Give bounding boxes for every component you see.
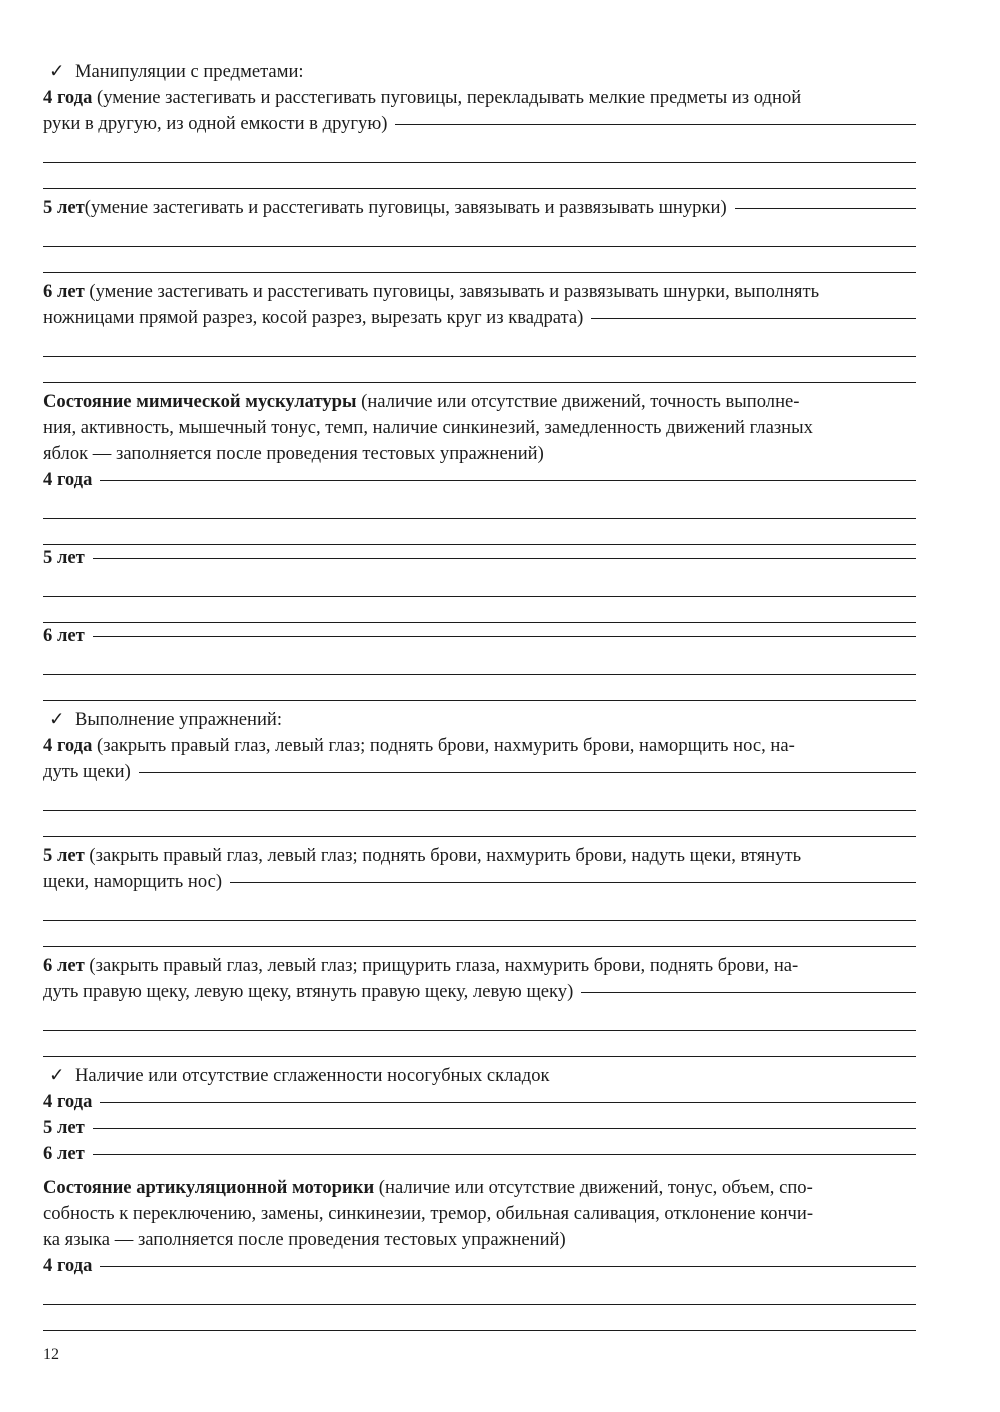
- worksheet-page: [43, 59, 916, 1331]
- answer-line[interactable]: [43, 1305, 916, 1331]
- answer-line[interactable]: [43, 1279, 916, 1305]
- answer-line[interactable]: [100, 480, 916, 481]
- answer-line[interactable]: [43, 221, 916, 247]
- answer-line[interactable]: [735, 208, 916, 209]
- page-number: 12: [43, 1346, 59, 1363]
- checkmark-icon: ✓: [49, 61, 65, 82]
- nasolabial-age6: 6 лет: [43, 1141, 916, 1167]
- manipulations-age5: 5 лет (умение застегивать и расстегивать пуговицы, завязывать и развязывать шнурки): [43, 195, 916, 221]
- answer-line[interactable]: [43, 921, 916, 947]
- exercises-age6-line1: 6 лет (закрыть правый глаз, левый глаз; прищурить глаза, нахмурить брови, поднять брови, на-: [43, 955, 799, 976]
- mimic-age6: 6 лет: [43, 623, 916, 649]
- articulation-age4: 4 года: [43, 1253, 916, 1279]
- answer-line[interactable]: [93, 1128, 916, 1129]
- nasolabial-heading: ✓ Наличие или отсутствие сглаженности носогубных складок: [43, 1063, 916, 1089]
- mimic-paragraph-line3: яблок — заполняется после проведения тестовых упражнений): [43, 443, 544, 464]
- articulation-paragraph-line1: Состояние артикуляционной моторики (наличие или отсутствие движений, тонус, объем, спо-: [43, 1177, 813, 1198]
- exercises-age5-line2: щеки, наморщить нос): [43, 869, 916, 895]
- answer-line[interactable]: [395, 124, 916, 125]
- answer-line[interactable]: [43, 785, 916, 811]
- answer-line[interactable]: [93, 1154, 916, 1155]
- answer-line[interactable]: [100, 1102, 916, 1103]
- exercises-age4-line2: дуть щеки): [43, 759, 916, 785]
- exercises-heading: ✓ Выполнение упражнений:: [43, 707, 916, 733]
- answer-line[interactable]: [230, 882, 916, 883]
- articulation-paragraph-line2: собность к переключению, замены, синкинезии, тремор, обильная саливация, отклонение кончи-: [43, 1203, 814, 1224]
- manipulations-age4-line2: руки в другую, из одной емкости в другую): [43, 111, 916, 137]
- answer-line[interactable]: [43, 357, 916, 383]
- answer-line[interactable]: [43, 1031, 916, 1057]
- articulation-paragraph-line3: ка языка — заполняется после проведения тестовых упражнений): [43, 1229, 566, 1250]
- mimic-paragraph-line2: ния, активность, мышечный тонус, темп, наличие синкинезий, замедленность движений глазных: [43, 417, 813, 438]
- manipulations-age6-line2: ножницами прямой разрез, косой разрез, вырезать круг из квадрата): [43, 305, 916, 331]
- answer-line[interactable]: [43, 597, 916, 623]
- exercises-age6-line2: дуть правую щеку, левую щеку, втянуть правую щеку, левую щеку): [43, 979, 916, 1005]
- mimic-age4: 4 года: [43, 467, 916, 493]
- answer-line[interactable]: [43, 1005, 916, 1031]
- exercises-age4-line1: 4 года (закрыть правый глаз, левый глаз; поднять брови, нахмурить брови, наморщить нос, на-: [43, 735, 795, 756]
- exercises-age5-line1: 5 лет (закрыть правый глаз, левый глаз; поднять брови, нахмурить брови, надуть щеки, втянуть: [43, 845, 802, 866]
- answer-line[interactable]: [139, 772, 916, 773]
- mimic-paragraph-line1: Состояние мимической мускулатуры (наличие или отсутствие движений, точность выполне-: [43, 391, 800, 412]
- checkmark-icon: ✓: [49, 1065, 65, 1086]
- answer-line[interactable]: [43, 331, 916, 357]
- answer-line[interactable]: [43, 137, 916, 163]
- answer-line[interactable]: [43, 811, 916, 837]
- answer-line[interactable]: [43, 675, 916, 701]
- answer-line[interactable]: [100, 1266, 916, 1267]
- answer-line[interactable]: [43, 163, 916, 189]
- answer-line[interactable]: [43, 571, 916, 597]
- mimic-age5: 5 лет: [43, 545, 916, 571]
- manipulations-age4-line1: 4 года (умение застегивать и расстегивать пуговицы, перекладывать мелкие предметы из одной: [43, 87, 802, 108]
- nasolabial-age4: 4 года: [43, 1089, 916, 1115]
- checkmark-icon: ✓: [49, 709, 65, 730]
- answer-line[interactable]: [93, 558, 916, 559]
- answer-line[interactable]: [43, 895, 916, 921]
- answer-line[interactable]: [93, 636, 916, 637]
- answer-line[interactable]: [591, 318, 916, 319]
- answer-line[interactable]: [43, 649, 916, 675]
- answer-line[interactable]: [581, 992, 916, 993]
- manipulations-heading: ✓ Манипуляции с предметами:: [43, 59, 916, 85]
- nasolabial-age5: 5 лет: [43, 1115, 916, 1141]
- answer-line[interactable]: [43, 519, 916, 545]
- manipulations-age6-line1: 6 лет (умение застегивать и расстегивать пуговицы, завязывать и развязывать шнурки, выполнять: [43, 281, 820, 302]
- answer-line[interactable]: [43, 247, 916, 273]
- answer-line[interactable]: [43, 493, 916, 519]
